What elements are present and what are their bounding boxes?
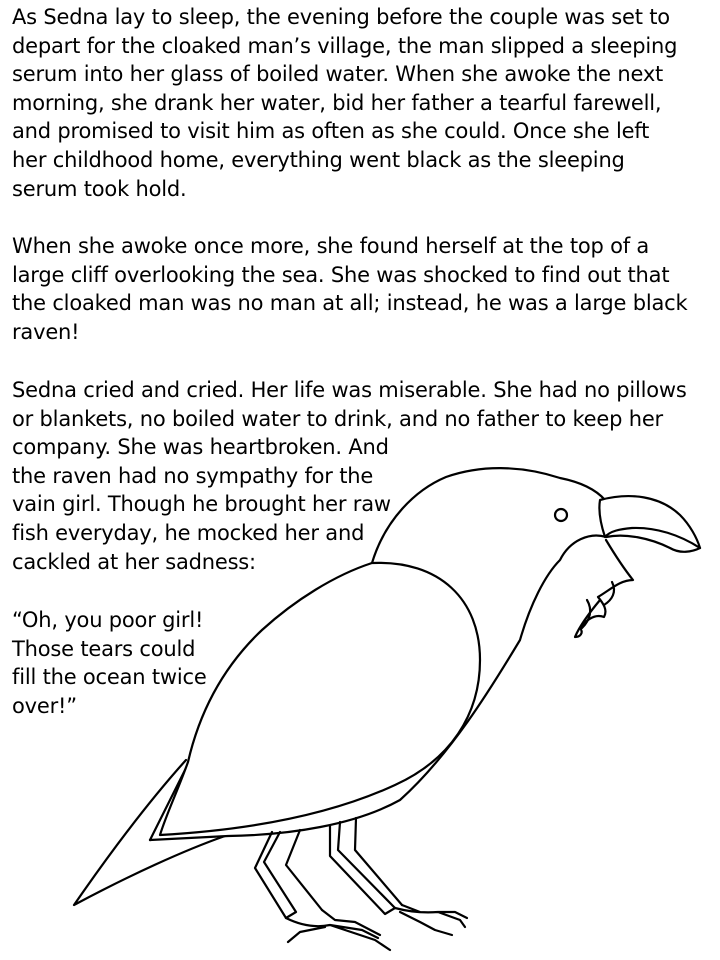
text-line: the cloaked man was no man at all; instead, he was a large black — [12, 291, 688, 316]
text-line: or blankets, no boiled water to drink, and no father to keep her — [12, 406, 663, 431]
text-line: large cliff overlooking the sea. She was shocked to find out that — [12, 262, 670, 287]
raven-eye — [555, 509, 567, 521]
text-line: As Sedna lay to sleep, the evening before the couple was set to — [12, 5, 670, 29]
raven-foot-right — [395, 905, 467, 935]
raven-wing — [160, 563, 480, 835]
text-line: Those tears could — [12, 636, 196, 661]
text-line: serum took hold. — [12, 176, 187, 201]
text-line: serum into her glass of boiled water. When she awoke the next — [12, 62, 664, 87]
text-line: fill the ocean twice — [12, 665, 207, 690]
text-line: depart for the cloaked man’s village, the man slipped a sleeping — [12, 33, 678, 58]
text-line: vain girl. Though he brought her raw — [12, 492, 391, 517]
raven-hackles — [575, 540, 633, 637]
raven-leg-left — [255, 832, 296, 918]
text-line: her childhood home, everything went black as the sleeping — [12, 147, 625, 172]
raven-leg-left-back — [286, 830, 322, 910]
text-line: fish everyday, he mocked her and — [12, 520, 365, 545]
text-line: company. She was heartbroken. And — [12, 435, 389, 460]
text-line: raven! — [12, 319, 80, 344]
text-line: morning, she drank her water, bid her father a tearful farewell, — [12, 90, 662, 115]
text-line: cackled at her sadness: — [12, 549, 256, 574]
text-line: and promised to visit him as often as she could. Once she left — [12, 119, 650, 144]
raven-leg-right — [330, 822, 395, 914]
raven-foot-left — [286, 910, 390, 950]
text-line: “Oh, you poor girl! — [12, 608, 204, 632]
text-line: When she awoke once more, she found herself at the top of a — [12, 234, 650, 258]
text-line: the raven had no sympathy for the — [12, 463, 374, 488]
text-line: Sedna cried and cried. Her life was miserable. She had no pillows — [12, 378, 687, 402]
text-line: over!” — [12, 693, 77, 718]
